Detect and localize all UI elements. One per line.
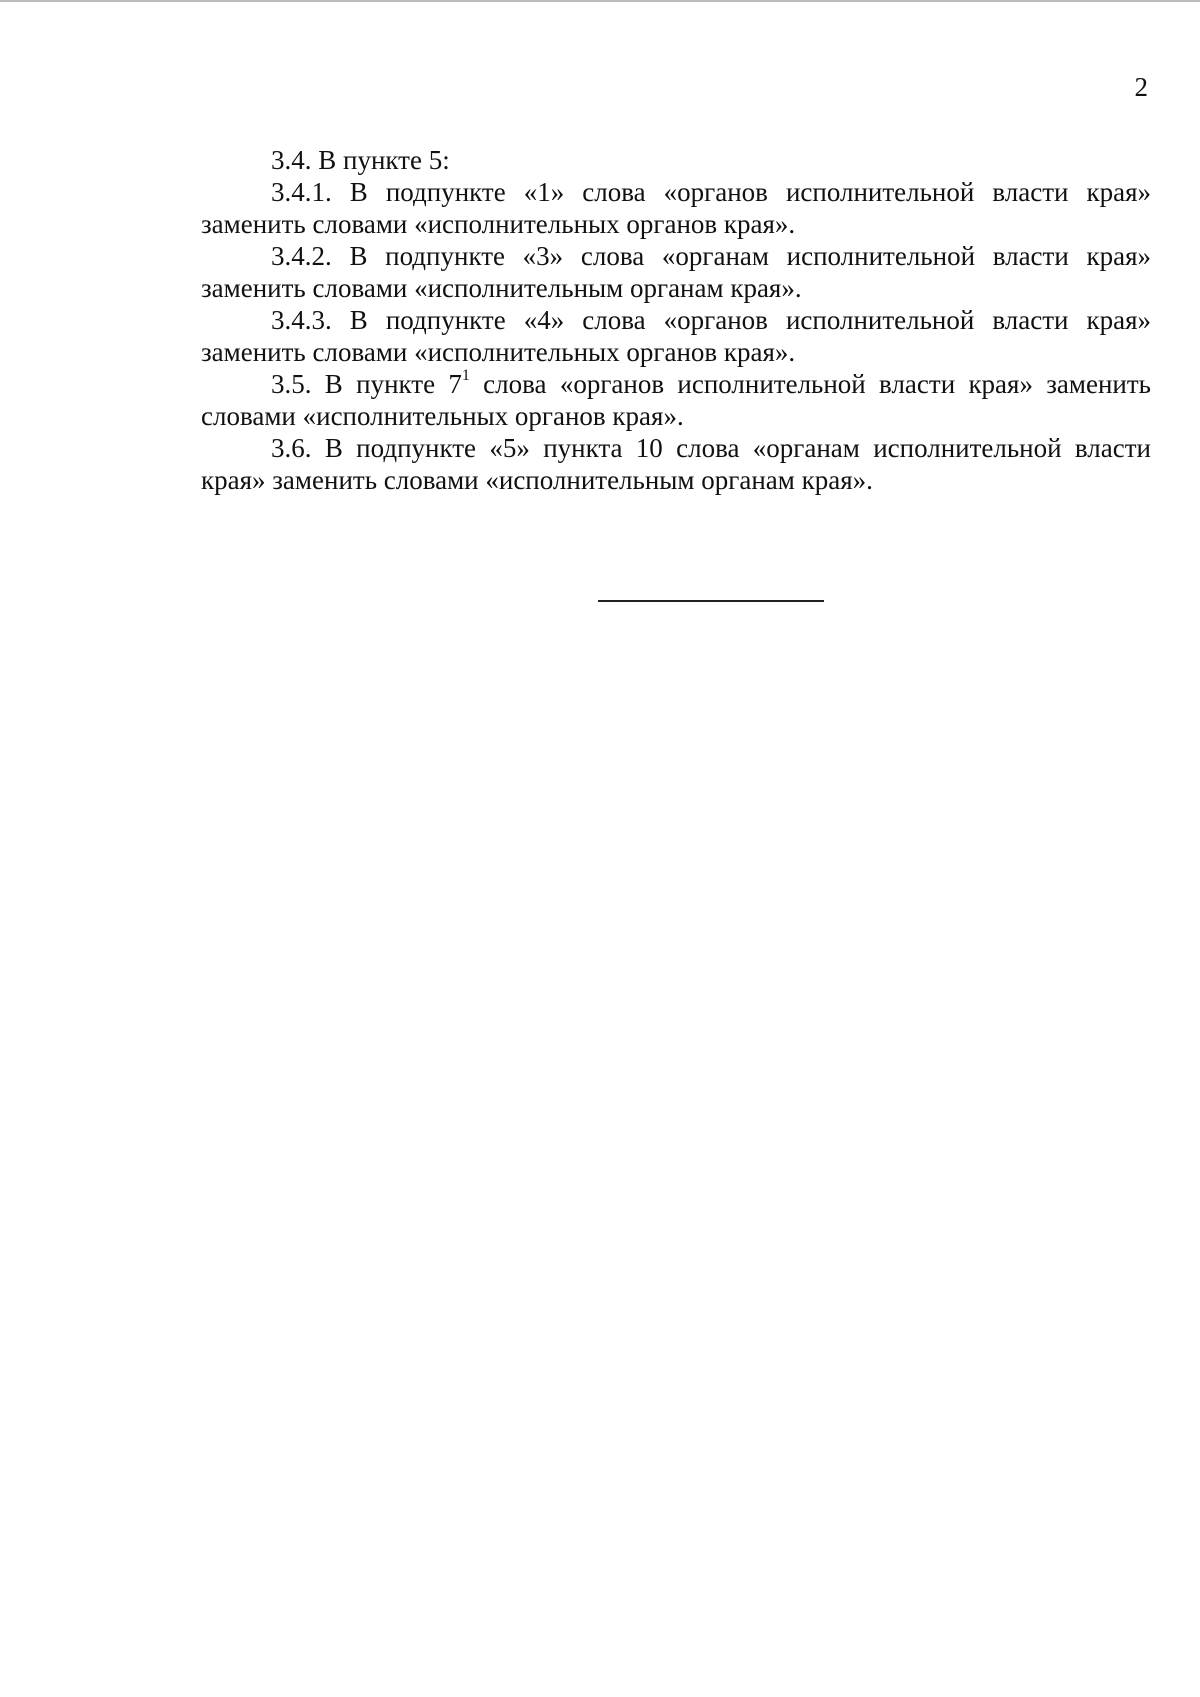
superscript-index: 1: [461, 367, 470, 384]
paragraph-3-4-3: 3.4.3. В подпункте «4» слова «органов исполнительной власти края» заменить словами «исполнительных органов края».: [201, 305, 1151, 367]
end-of-document-line: [598, 600, 824, 602]
paragraph-3-6: 3.6. В подпункте «5» пункта 10 слова «органам исполнительной власти края» заменить словами «исполнительным органам края».: [201, 433, 1151, 495]
paragraph-3-5: [201, 368, 1151, 432]
paragraph-3-4-2: 3.4.2. В подпункте «3» слова «органам исполнительной власти края» заменить словами «исполнительным органам края».: [201, 241, 1151, 303]
paragraph-3-5-start: 3.5. В пункте 7: [271, 369, 462, 399]
document-body: [201, 144, 1151, 496]
page-number: 2: [1134, 72, 1148, 102]
paragraph-3-4-1: 3.4.1. В подпункте «1» слова «органов исполнительной власти края» заменить словами «исполнительных органов края».: [201, 177, 1151, 239]
paragraph-3-4: 3.4. В пункте 5:: [271, 145, 450, 175]
paragraph-3-5-end: слова «органов исполнительной власти края» заменить словами «исполнительных органов края».: [201, 369, 1151, 431]
scan-top-edge: [0, 0, 1200, 2]
